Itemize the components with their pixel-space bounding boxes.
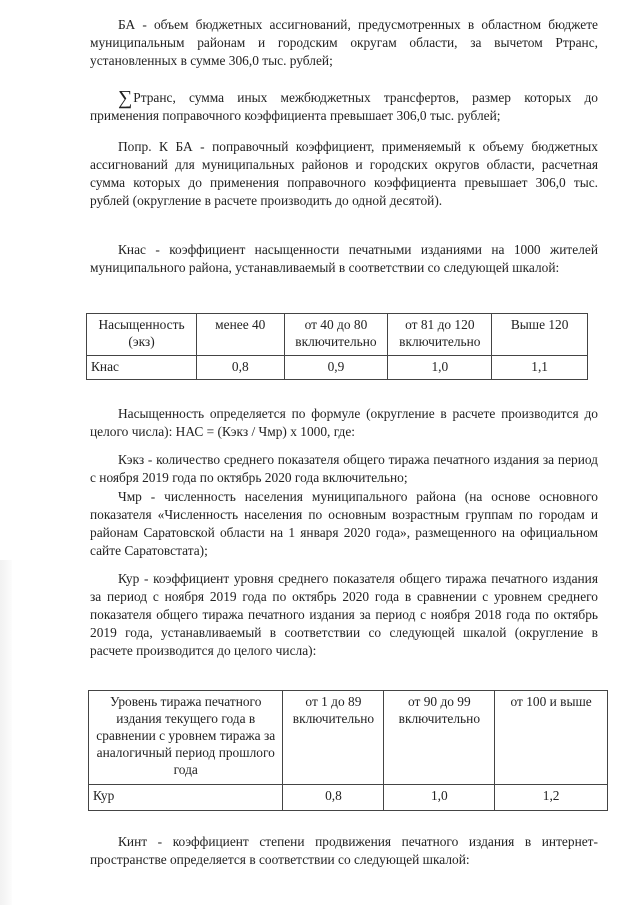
table-header-cell: от 1 до 89 включительно bbox=[283, 691, 384, 785]
table-header-row bbox=[89, 691, 608, 785]
paragraph-popr: Попр. К БА - поправочный коэффициент, применяемый к объему бюджетных ассигнований для муниципальных районов и городских округов области, расчетная сумма которых до применения поправочного коэффициента превышает 306,0 тыс. рублей (округление в расчете производить до одной десятой). bbox=[90, 139, 598, 208]
paragraph-rtrans-text: Ртранс, сумма иных межбюджетных трансфертов, размер которых до применения поправочного коэффициента превышает 306,0 тыс. рублей; bbox=[90, 90, 598, 123]
table-row bbox=[87, 356, 588, 380]
table-header-cell: от 81 до 120 включительно bbox=[388, 314, 492, 356]
paragraph-chmr: Чмр - численность населения муниципального района (на основе основного показателя «Численность населения по основным возрастным группам по городам и районам Саратовской области на 1 января 2020 года», размещенного на официальном сайте Саратовстата); bbox=[90, 489, 598, 558]
paragraph-ba: БА - объем бюджетных ассигнований, предусмотренных в областном бюджете муниципальным районам и городским округам области, за вычетом Ртранс, установленных в сумме 306,0 тыс. рублей; bbox=[90, 17, 598, 68]
paragraph-rtrans bbox=[90, 89, 598, 125]
table-header-cell: Выше 120 bbox=[492, 314, 588, 356]
table-cell: 1,2 bbox=[495, 785, 608, 811]
scan-edge-shadow bbox=[0, 560, 12, 905]
table-knas bbox=[86, 313, 588, 380]
table-cell: 0,8 bbox=[197, 356, 284, 380]
paragraph-kur: Кур - коэффициент уровня среднего показателя общего тиража печатного издания за период с ноября 2019 года по октябрь 2020 года в сравнении с уровнем среднего показателя общего тиража печатного издания за период с ноября 2018 года по октябрь 2019 года, устанавливаемый в соответствии со следующей шкалой (округление в расчете производится до целого числа): bbox=[90, 571, 598, 658]
table-cell: 1,0 bbox=[388, 356, 492, 380]
table-header-cell: от 40 до 80 включительно bbox=[284, 314, 388, 356]
table-cell: 0,9 bbox=[284, 356, 388, 380]
paragraph-nas-formula: Насыщенность определяется по формуле (округление в расчете производится до целого числа): НАС = (Кэкз / Чмр) х 1000, где: bbox=[90, 406, 598, 439]
paragraph-kekz: Кэкз - количество среднего показателя общего тиража печатного издания за период с ноября 2019 года по октябрь 2020 года включительно; bbox=[90, 452, 598, 485]
table-cell: 0,8 bbox=[283, 785, 384, 811]
paragraph-kint: Кинт - коэффициент степени продвижения печатного издания в интернет-пространстве определяется в соответствии со следующей шкалой: bbox=[90, 834, 598, 867]
table-row bbox=[89, 785, 608, 811]
table-header-row bbox=[87, 314, 588, 356]
table-header-cell: менее 40 bbox=[197, 314, 284, 356]
table-header-cell: от 90 до 99 включительно bbox=[384, 691, 495, 785]
table-cell: 1,1 bbox=[492, 356, 588, 380]
table-cell: Кнас bbox=[87, 356, 197, 380]
table-header-cell: Насыщенность (экз) bbox=[87, 314, 197, 356]
table-cell: Кур bbox=[89, 785, 283, 811]
table-cell: 1,0 bbox=[384, 785, 495, 811]
table-header-cell: Уровень тиража печатного издания текущего года в сравнении с уровнем тиража за аналогичный период прошлого года bbox=[89, 691, 283, 785]
table-header-cell: от 100 и выше bbox=[495, 691, 608, 785]
paragraph-knas: Кнас - коэффициент насыщенности печатными изданиями на 1000 жителей муниципального района, устанавливаемый в соответствии со следующей шкалой: bbox=[90, 242, 598, 275]
table-kur bbox=[88, 690, 608, 811]
sigma-symbol: ∑ bbox=[118, 87, 133, 109]
